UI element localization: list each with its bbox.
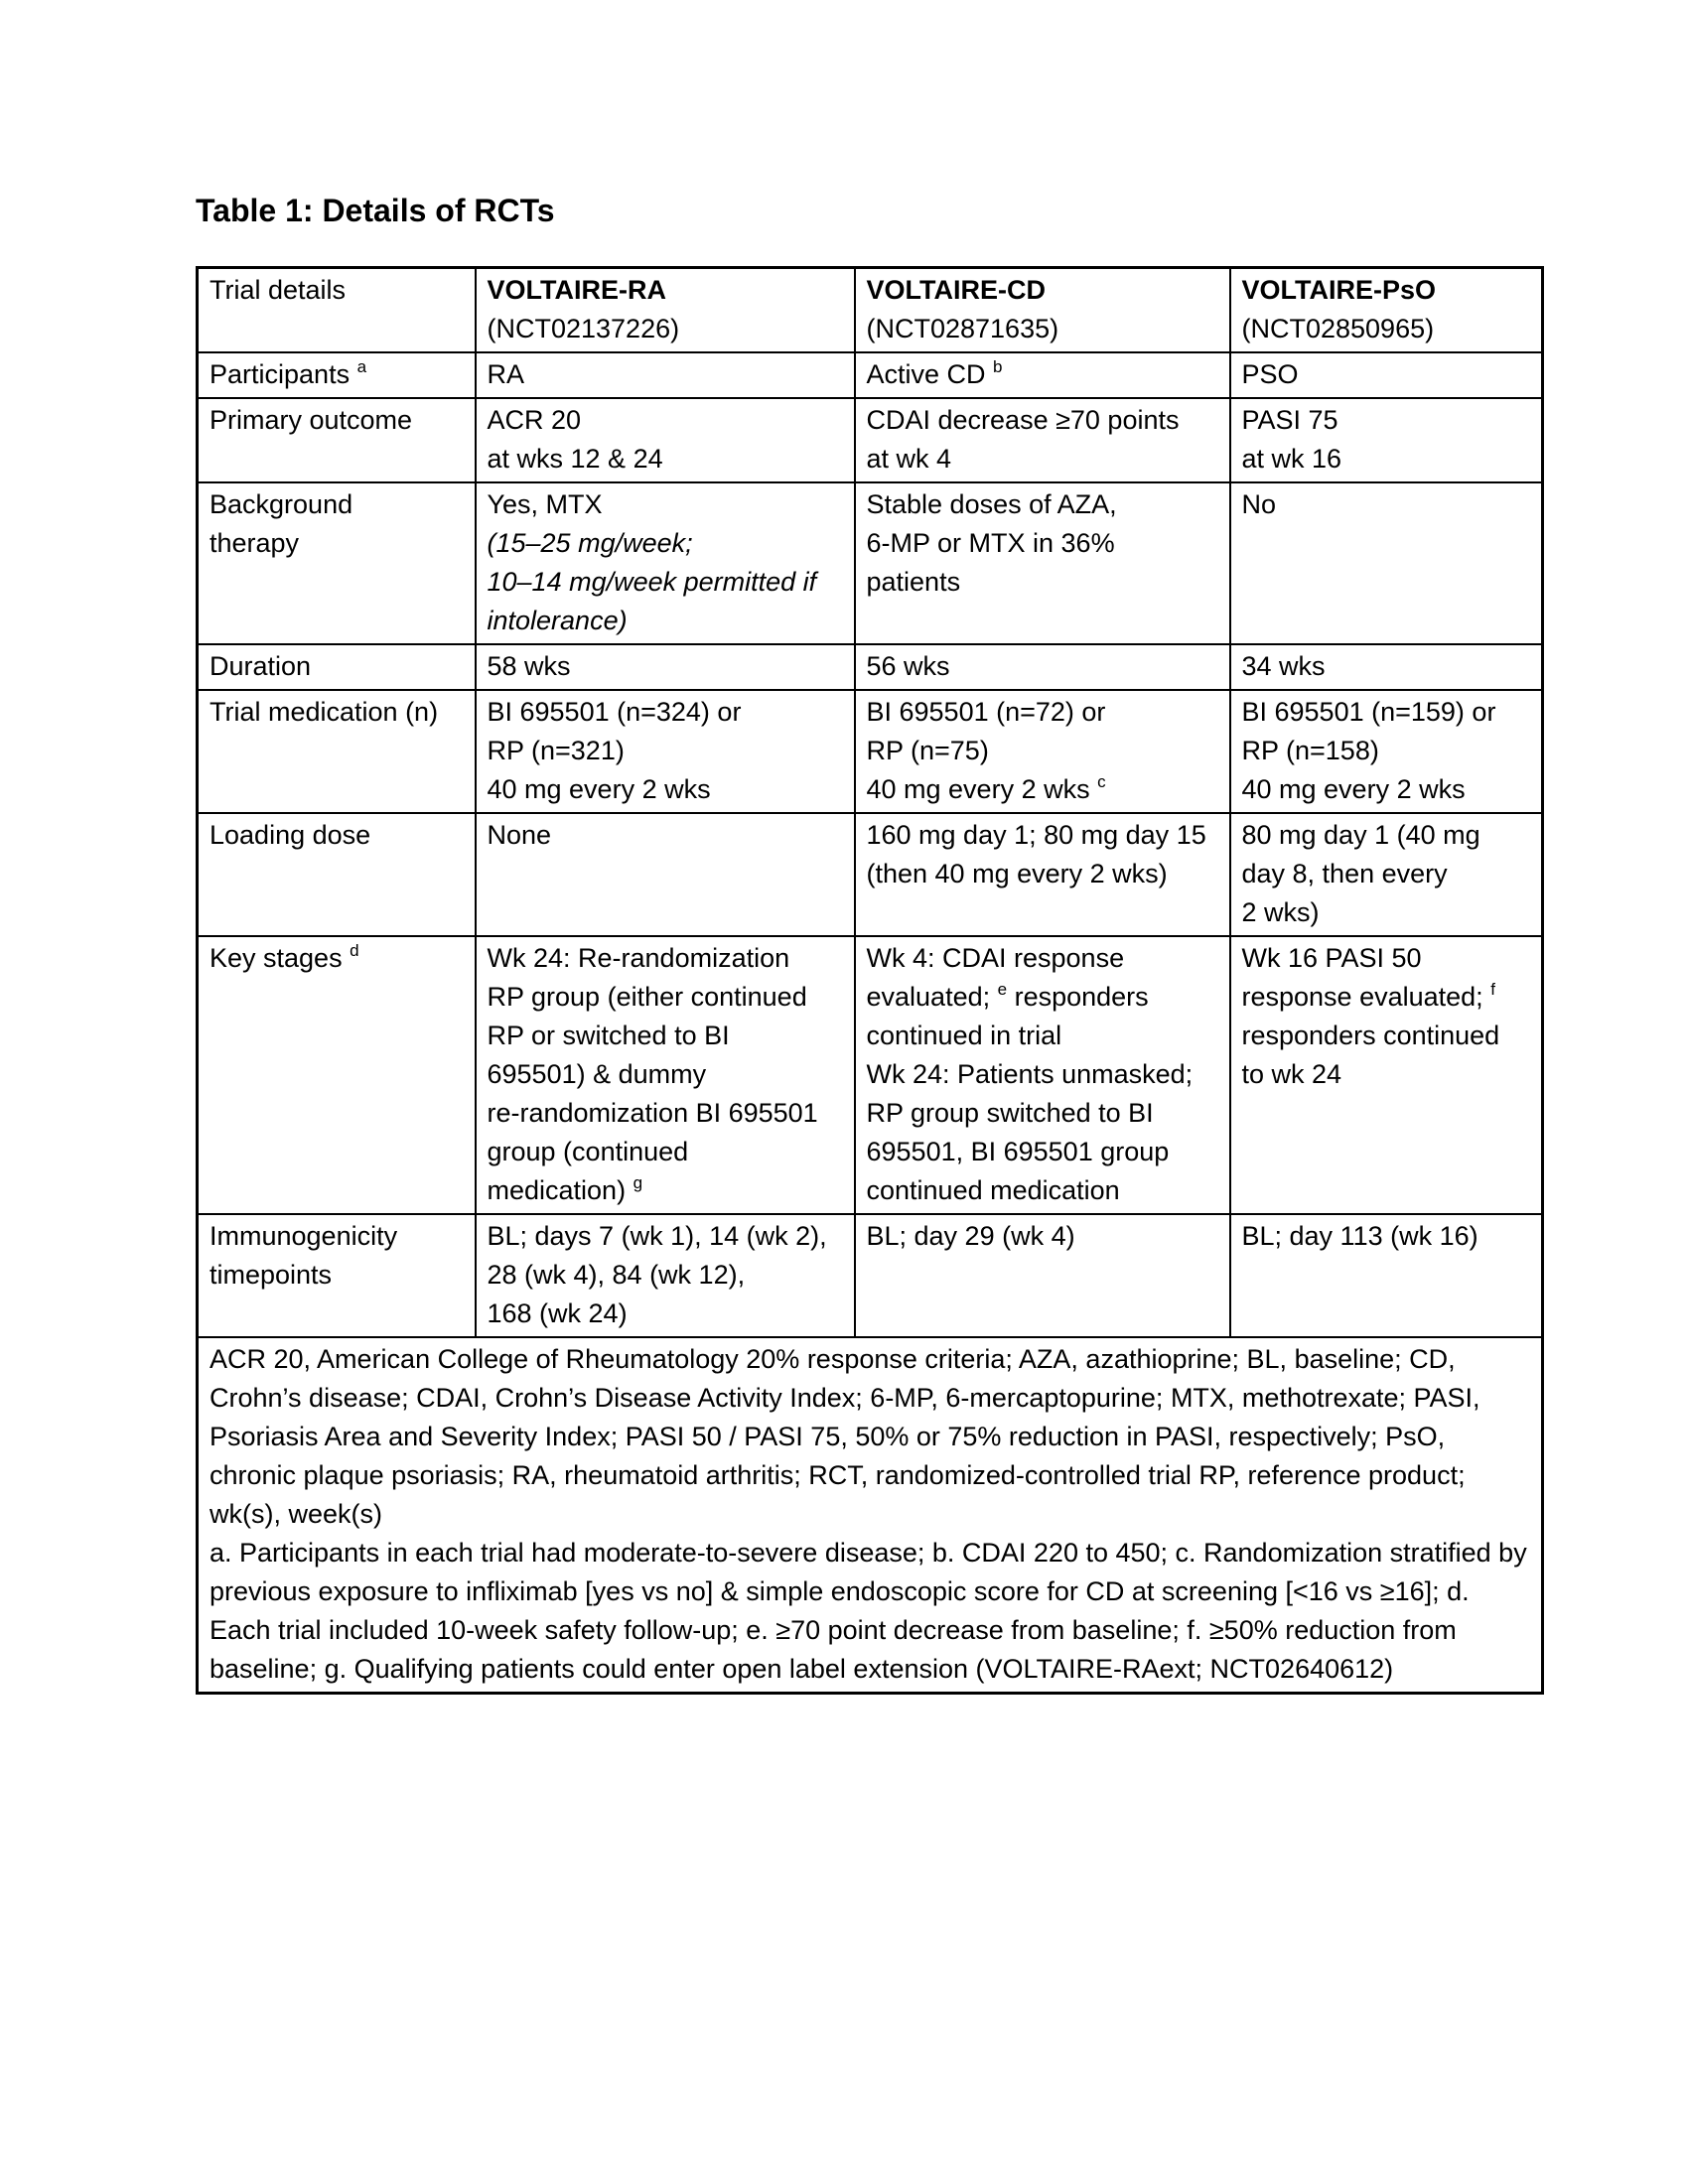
cell-line xyxy=(1242,732,1531,770)
text-segment: 695501) & dummy xyxy=(487,1059,707,1089)
cell-line xyxy=(488,401,843,440)
text-segment: intolerance) xyxy=(487,606,628,635)
trial-header-cell-voltaire-cd xyxy=(855,268,1230,353)
row-label-line xyxy=(210,647,464,686)
text-segment: BI 695501 (n=324) or xyxy=(487,697,742,727)
text-segment: 160 mg day 1; 80 mg day 15 xyxy=(866,820,1206,850)
rct-details-table xyxy=(196,266,1544,1695)
footnote-row xyxy=(198,1337,1543,1694)
table-row xyxy=(198,398,1543,482)
text-segment: ACR 20 xyxy=(487,405,582,435)
text-segment: 56 wks xyxy=(866,651,950,681)
cell-line xyxy=(1242,647,1531,686)
cell-line xyxy=(867,978,1218,1017)
table-cell xyxy=(1230,644,1543,690)
table-row xyxy=(198,352,1543,398)
text-segment: 695501, BI 695501 group xyxy=(866,1137,1170,1166)
row-label-cell xyxy=(198,936,476,1214)
header-row xyxy=(198,268,1543,353)
text-segment: medication) xyxy=(487,1175,633,1205)
cell-line xyxy=(488,355,843,394)
text-segment: therapy xyxy=(210,528,300,558)
row-label-cell xyxy=(198,690,476,813)
row-label-line xyxy=(210,401,464,440)
text-segment: None xyxy=(487,820,552,850)
text-segment: group (continued xyxy=(487,1137,689,1166)
text-segment: RP (n=321) xyxy=(487,736,625,765)
cell-line xyxy=(867,1133,1218,1171)
header-row-label-cell xyxy=(198,268,476,353)
header-row-label: Trial details xyxy=(210,275,347,305)
cell-line xyxy=(488,1171,843,1210)
row-label-line xyxy=(210,485,464,524)
text-segment: evaluated; xyxy=(866,982,998,1012)
text-segment: 168 (wk 24) xyxy=(487,1298,628,1328)
text-segment: at wk 4 xyxy=(866,444,952,474)
text-segment: 40 mg every 2 wks xyxy=(1241,774,1466,804)
cell-line xyxy=(1242,855,1531,893)
text-segment: RP (n=75) xyxy=(866,736,989,765)
table-cell xyxy=(855,352,1230,398)
text-segment: 40 mg every 2 wks xyxy=(487,774,711,804)
text-segment: RP group switched to BI xyxy=(866,1098,1154,1128)
table-row xyxy=(198,644,1543,690)
cell-line xyxy=(1242,978,1531,1017)
cell-line xyxy=(488,1133,843,1171)
trial-name: VOLTAIRE-CD xyxy=(866,275,1046,305)
table-cell xyxy=(855,644,1230,690)
footnote-cell xyxy=(198,1337,1543,1694)
text-segment: Background xyxy=(210,489,353,519)
table-cell xyxy=(855,398,1230,482)
cell-line xyxy=(867,939,1218,978)
trial-header-cell-voltaire-ra xyxy=(476,268,855,353)
table-cell xyxy=(476,813,855,936)
cell-line xyxy=(1242,1055,1531,1094)
text-segment: RA xyxy=(487,359,525,389)
table-body xyxy=(198,268,1543,1338)
cell-line xyxy=(867,485,1218,524)
text-segment: BL; day 29 (wk 4) xyxy=(866,1221,1075,1251)
cell-line xyxy=(867,1217,1218,1256)
cell-line xyxy=(488,770,843,809)
text-segment: RP group (either continued xyxy=(487,982,807,1012)
table-cell xyxy=(476,482,855,644)
text-segment: 28 (wk 4), 84 (wk 12), xyxy=(487,1260,746,1290)
text-segment: 6-MP or MTX in 36% xyxy=(866,528,1115,558)
table-cell xyxy=(1230,936,1543,1214)
cell-line xyxy=(1242,770,1531,809)
superscript-marker: b xyxy=(993,357,1003,376)
text-segment: PASI 75 xyxy=(1241,405,1338,435)
text-segment: CDAI decrease ≥70 points xyxy=(866,405,1180,435)
text-segment: BI 695501 (n=159) or xyxy=(1241,697,1496,727)
row-label-line xyxy=(210,693,464,732)
text-segment: Wk 24: Patients unmasked; xyxy=(866,1059,1194,1089)
cell-line xyxy=(867,770,1218,809)
text-segment: Duration xyxy=(210,651,312,681)
table-title: Table 1: Details of RCTs xyxy=(196,193,555,228)
cell-line xyxy=(1242,401,1531,440)
trial-nct: (NCT02871635) xyxy=(866,314,1059,343)
row-label-cell xyxy=(198,644,476,690)
table-cell xyxy=(1230,352,1543,398)
text-segment: at wk 16 xyxy=(1241,444,1342,474)
text-segment: (then 40 mg every 2 wks) xyxy=(866,859,1168,888)
row-label-cell xyxy=(198,398,476,482)
cell-line xyxy=(488,602,843,640)
row-label-line xyxy=(210,524,464,563)
table-cell xyxy=(1230,482,1543,644)
row-label-line xyxy=(210,816,464,855)
trial-nct: (NCT02850965) xyxy=(1241,314,1435,343)
row-label-cell xyxy=(198,813,476,936)
trial-nct: (NCT02137226) xyxy=(487,314,680,343)
text-segment: BL; day 113 (wk 16) xyxy=(1241,1221,1478,1251)
text-segment: BI 695501 (n=72) or xyxy=(866,697,1106,727)
text-segment: (15–25 mg/week; xyxy=(487,528,693,558)
cell-line xyxy=(488,732,843,770)
cell-line xyxy=(1242,440,1531,478)
cell-line xyxy=(867,1017,1218,1055)
text-segment: RP (n=158) xyxy=(1241,736,1379,765)
row-label-cell xyxy=(198,482,476,644)
cell-line xyxy=(1242,1017,1531,1055)
cell-line xyxy=(867,816,1218,855)
text-segment: continued medication xyxy=(866,1175,1120,1205)
table-cell xyxy=(855,936,1230,1214)
row-label-cell xyxy=(198,352,476,398)
table-row xyxy=(198,813,1543,936)
cell-line xyxy=(488,563,843,602)
text-segment: at wks 12 & 24 xyxy=(487,444,663,474)
cell-line xyxy=(488,440,843,478)
text-segment: Stable doses of AZA, xyxy=(866,489,1117,519)
text-segment: 58 wks xyxy=(487,651,571,681)
text-segment: patients xyxy=(866,567,961,597)
table-cell xyxy=(855,690,1230,813)
table-cell xyxy=(476,398,855,482)
table-cell xyxy=(1230,1214,1543,1337)
superscript-marker: f xyxy=(1490,980,1495,999)
table-row xyxy=(198,690,1543,813)
row-label-line xyxy=(210,355,464,394)
cell-line xyxy=(867,1094,1218,1133)
text-segment: Wk 24: Re-randomization xyxy=(487,943,790,973)
text-segment: Active CD xyxy=(866,359,994,389)
table-cell xyxy=(1230,690,1543,813)
cell-line xyxy=(1242,1217,1531,1256)
cell-line xyxy=(488,693,843,732)
row-label-line xyxy=(210,939,464,978)
superscript-marker: g xyxy=(633,1173,643,1192)
cell-line xyxy=(488,978,843,1017)
text-segment: BL; days 7 (wk 1), 14 (wk 2), xyxy=(487,1221,827,1251)
table-row xyxy=(198,936,1543,1214)
cell-line xyxy=(488,1017,843,1055)
text-segment: Participants xyxy=(210,359,357,389)
trial-name: VOLTAIRE-RA xyxy=(487,275,666,305)
text-segment: Key stages xyxy=(210,943,351,973)
text-segment: day 8, then every xyxy=(1241,859,1448,888)
cell-line xyxy=(1242,355,1531,394)
text-segment: Immunogenicity xyxy=(210,1221,398,1251)
cell-line xyxy=(867,855,1218,893)
cell-line xyxy=(488,1256,843,1295)
cell-line xyxy=(488,524,843,563)
cell-line xyxy=(867,1055,1218,1094)
cell-line xyxy=(488,1055,843,1094)
cell-line xyxy=(488,1094,843,1133)
cell-line xyxy=(867,693,1218,732)
table-cell xyxy=(476,1214,855,1337)
cell-line xyxy=(1242,485,1531,524)
text-segment: Yes, MTX xyxy=(487,489,603,519)
text-segment: No xyxy=(1241,489,1277,519)
abbreviations-text: ACR 20, American College of Rheumatology 20% response criteria; AZA, azathioprine; BL, baseline; CD, Crohn’s disease; CDAI, Crohn’s Disease Activity Index; 6-MP, 6-mercaptopurine; MTX, methotrexate; PASI, Psoriasis Area and Severity Index; PASI 50 / PASI 75, 50% or 75% reduction in PASI, respectively; PsO, chronic plaque psoriasis; RA, rheumatoid arthritis; RCT, randomized-controlled trial RP, reference product; wk(s), week(s) xyxy=(210,1344,1480,1529)
text-segment: to wk 24 xyxy=(1241,1059,1342,1089)
cell-line xyxy=(867,647,1218,686)
table-cell xyxy=(476,690,855,813)
trial-header-cell-voltaire-pso xyxy=(1230,268,1543,353)
text-segment: responders xyxy=(1007,982,1149,1012)
text-segment: 34 wks xyxy=(1241,651,1326,681)
text-segment: 2 wks) xyxy=(1241,897,1320,927)
text-segment: response evaluated; xyxy=(1241,982,1491,1012)
cell-line xyxy=(488,647,843,686)
table-cell xyxy=(1230,398,1543,482)
cell-line xyxy=(867,732,1218,770)
superscript-marker: e xyxy=(997,980,1008,999)
table-cell xyxy=(855,1214,1230,1337)
trial-name: VOLTAIRE-PsO xyxy=(1241,275,1437,305)
cell-line xyxy=(1242,893,1531,932)
superscript-marker: c xyxy=(1097,772,1106,791)
text-segment: PSO xyxy=(1241,359,1299,389)
text-segment: Trial medication (n) xyxy=(210,697,439,727)
table-row xyxy=(198,482,1543,644)
table-row xyxy=(198,1214,1543,1337)
text-segment: RP or switched to BI xyxy=(487,1021,730,1050)
cell-line xyxy=(1242,816,1531,855)
table-cell xyxy=(476,936,855,1214)
text-segment: re-randomization BI 695501 xyxy=(487,1098,818,1128)
cell-line xyxy=(1242,939,1531,978)
cell-line xyxy=(867,355,1218,394)
text-segment: 10–14 mg/week permitted if xyxy=(487,567,817,597)
superscript-marker: d xyxy=(350,941,359,960)
text-segment: responders continued xyxy=(1241,1021,1500,1050)
text-segment: 40 mg every 2 wks xyxy=(866,774,1098,804)
table-cell xyxy=(855,813,1230,936)
cell-line xyxy=(867,401,1218,440)
text-segment: 80 mg day 1 (40 mg xyxy=(1241,820,1480,850)
document-page xyxy=(196,0,1546,1695)
cell-line xyxy=(867,563,1218,602)
footnote-notes-text: a. Participants in each trial had moderate-to-severe disease; b. CDAI 220 to 450; c. Randomization stratified by previous exposure to infliximab [yes vs no] & simple endoscopic score for CD at screening [<16 vs ≥16]; d. Each trial included 10-week safety follow-up; e. ≥70 point decrease from baseline; f. ≥50% reduction from baseline; g. Qualifying patients could enter open label extension (VOLTAIRE-RAext; NCT02640612) xyxy=(210,1538,1527,1684)
text-segment: timepoints xyxy=(210,1260,333,1290)
footnote-body xyxy=(198,1337,1543,1694)
table-cell xyxy=(476,352,855,398)
table-cell xyxy=(855,482,1230,644)
cell-line xyxy=(1242,693,1531,732)
row-label-line xyxy=(210,1217,464,1256)
cell-line xyxy=(488,485,843,524)
table-cell xyxy=(476,644,855,690)
cell-line xyxy=(488,1295,843,1333)
row-label-line xyxy=(210,1256,464,1295)
cell-line xyxy=(867,440,1218,478)
cell-line xyxy=(488,939,843,978)
cell-line xyxy=(488,816,843,855)
row-label-cell xyxy=(198,1214,476,1337)
text-segment: Primary outcome xyxy=(210,405,413,435)
cell-line xyxy=(867,524,1218,563)
table-cell xyxy=(1230,813,1543,936)
cell-line xyxy=(867,1171,1218,1210)
text-segment: continued in trial xyxy=(866,1021,1062,1050)
text-segment: Wk 4: CDAI response xyxy=(866,943,1125,973)
superscript-marker: a xyxy=(356,357,367,376)
text-segment: Loading dose xyxy=(210,820,371,850)
cell-line xyxy=(488,1217,843,1256)
text-segment: Wk 16 PASI 50 xyxy=(1241,943,1422,973)
